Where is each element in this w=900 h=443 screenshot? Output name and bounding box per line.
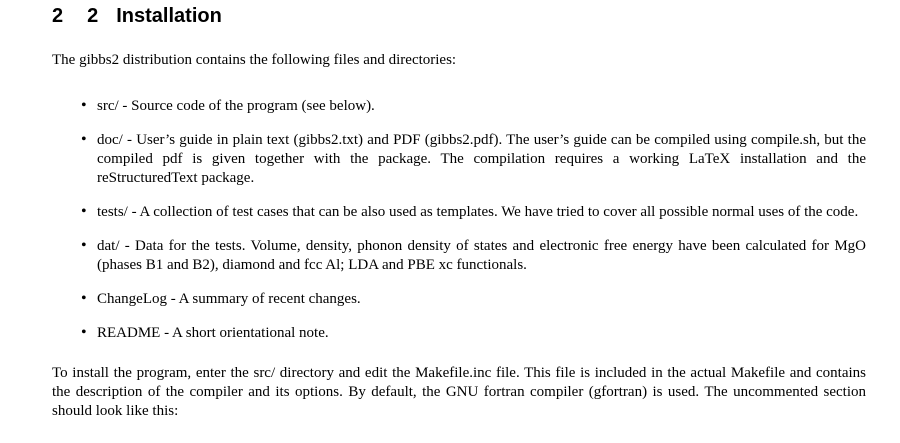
closing-paragraph: To install the program, enter the src/ directory and edit the Makefile.inc file. This file is included in the actual Makefile and contains the description of the compiler and its options. By default, the GNU fortran compiler (gfortran) is used. The uncommented section should look like this: — [52, 365, 866, 419]
bullet-icon: • — [81, 203, 87, 220]
list-item — [52, 237, 866, 275]
list-item-text: tests/ - A collection of test cases that can be also used as templates. We have tried to cover all possible normal uses of the code. — [97, 204, 859, 220]
bullet-icon: • — [81, 324, 87, 341]
list-item — [52, 324, 866, 343]
section-title: Installation — [116, 5, 222, 27]
list-item — [52, 97, 866, 116]
section-number-primary: 2 — [52, 5, 64, 27]
list-item — [52, 203, 866, 222]
list-item-text: README - A short orientational note. — [97, 325, 329, 341]
section-heading — [52, 3, 866, 29]
list-item-text: src/ - Source code of the program (see below). — [97, 98, 375, 114]
bullet-icon: • — [81, 290, 87, 307]
section-number-secondary: 2 — [87, 5, 99, 27]
bullet-icon: • — [81, 131, 87, 148]
intro-paragraph: The gibbs2 distribution contains the following files and directories: — [52, 52, 457, 68]
list-item-text: doc/ - User’s guide in plain text (gibbs2.txt) and PDF (gibbs2.pdf). The user’s guide can be compiled using compile.sh, but the compiled pdf is given together with the package. The compilation requires a working LaTeX installation and the reStructuredText package. — [97, 132, 866, 186]
file-list — [52, 97, 866, 343]
list-item — [52, 131, 866, 188]
list-item-text: dat/ - Data for the tests. Volume, density, phonon density of states and electronic free energy have been calculated for MgO (phases B1 and B2), diamond and fcc Al; LDA and PBE xc functionals. — [97, 238, 866, 273]
bullet-icon: • — [81, 237, 87, 254]
list-item — [52, 290, 866, 309]
list-item-text: ChangeLog - A summary of recent changes. — [97, 291, 361, 307]
bullet-icon: • — [81, 97, 87, 114]
